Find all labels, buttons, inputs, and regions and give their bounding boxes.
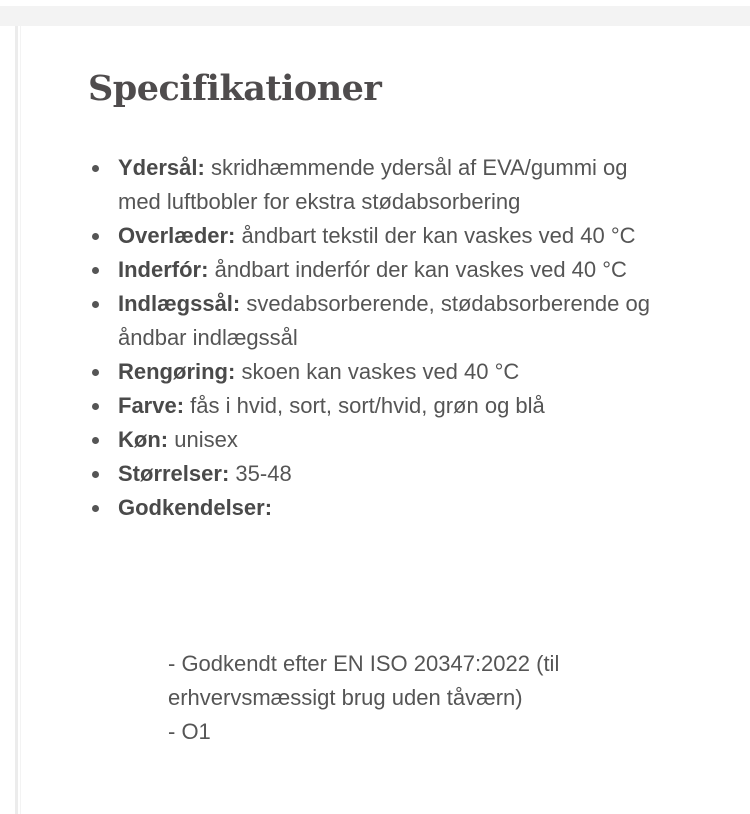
spec-item [118,355,653,389]
spec-value: svedabsorberende, stødabsorberende og åndbar indlægssål [118,291,650,350]
approvals-block [168,647,648,749]
spec-label: Køn: [118,427,169,452]
spec-value: 35-48 [235,461,292,486]
top-band [0,6,750,26]
approval-line: - O1 [168,719,211,744]
spec-item [118,253,653,287]
spec-label: Rengøring: [118,359,236,384]
spec-value: fås i hvid, sort, sort/hvid, grøn og blå [190,393,545,418]
spec-label: Inderfór: [118,257,209,282]
spec-label: Overlæder: [118,223,236,248]
spec-item [118,389,653,423]
spec-value: åndbart tekstil der kan vaskes ved 40 °C [241,223,636,248]
card-border [15,26,18,814]
spec-value: skridhæmmende ydersål af EVA/gummi og med luftbobler for ekstra stødabsorbering [118,155,628,214]
spec-label: Størrelser: [118,461,230,486]
spec-item [118,287,653,355]
spec-label: Farve: [118,393,185,418]
spec-item [118,423,653,457]
card-border-inner [20,26,21,814]
spec-label: Godkendelser: [118,495,273,520]
approval-line: - Godkendt efter EN ISO 20347:2022 (til erhvervsmæssigt brug uden tåværn) [168,651,560,710]
spec-value: åndbart inderfór der kan vaskes ved 40 °C [214,257,627,282]
spec-item [118,491,653,525]
spec-label: Indlægssål: [118,291,241,316]
section-title: Specifikationer [88,68,382,109]
spec-label: Ydersål: [118,155,205,180]
spec-item [118,151,653,219]
spec-item [118,457,653,491]
spec-list [118,151,653,525]
spec-value: skoen kan vaskes ved 40 °C [241,359,520,384]
spec-value: unisex [174,427,238,452]
spec-item [118,219,653,253]
